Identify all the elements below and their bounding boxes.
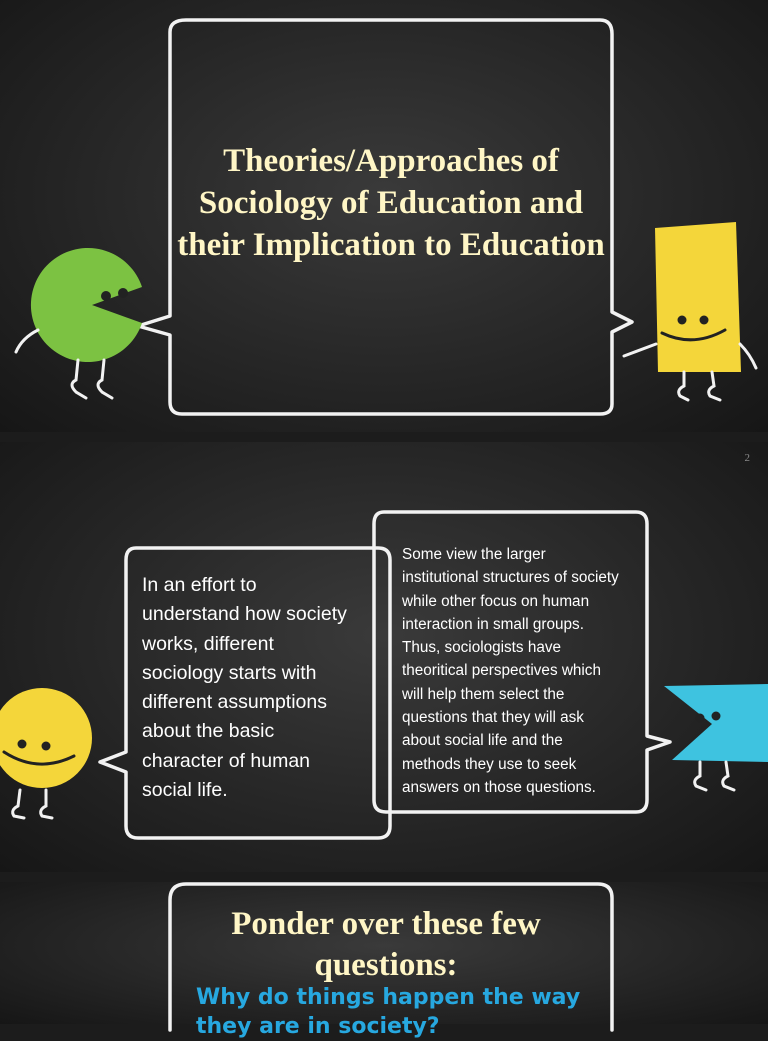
questions-title: Ponder over these few questions: [231, 906, 541, 983]
page-number: 2 [744, 452, 750, 464]
right-bubble-text: Some view the larger institutional structures of society while other focus on human interaction in small groups. Thus, sociologists have theoritical perspectives which will help them select the questions that they will ask about social life and the methods they use to seek answers on those questions. [402, 546, 619, 796]
slide-title-text: Theories/Approaches of Sociology of Education and their Implication to Education [177, 143, 605, 263]
question-text: Why do things happen the way they are in society? [196, 985, 581, 1039]
left-bubble-text: In an effort to understand how society works, different sociology starts with different assumptions about the basic character of human social life. [142, 574, 347, 802]
